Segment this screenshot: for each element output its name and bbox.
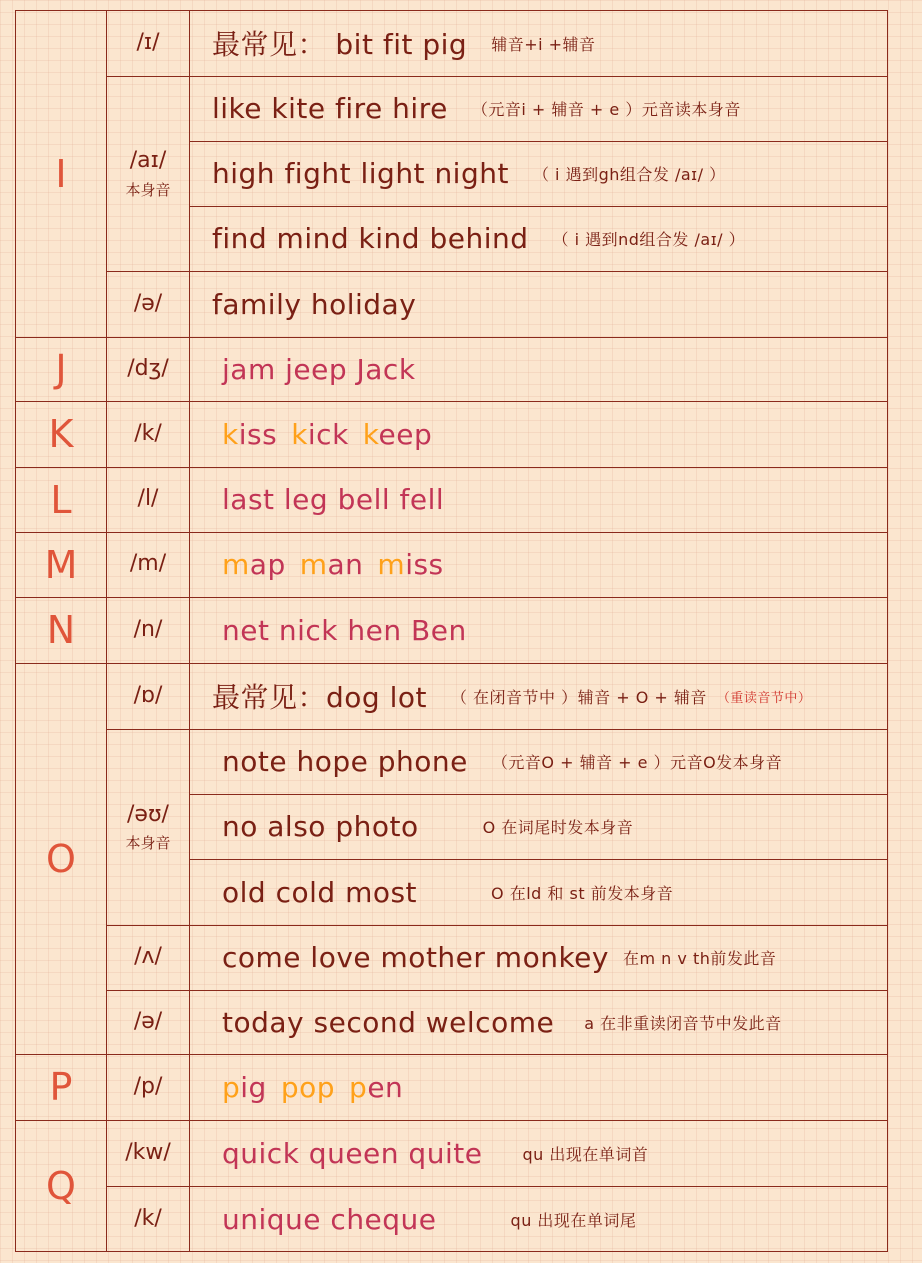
example-words: last leg bell fell	[222, 483, 445, 516]
phonetic-text: /əʊ/	[127, 801, 169, 827]
highlight-letter: p	[280, 1070, 300, 1104]
phonetic-text: /dʒ/	[127, 355, 169, 381]
example-row	[222, 729, 882, 794]
example-words: no also photo	[222, 810, 419, 843]
phonetic-text: /k/	[134, 420, 162, 446]
example-row	[212, 10, 882, 76]
phonetic-symbol	[107, 467, 189, 532]
phonetic-note: 本身音	[125, 834, 171, 853]
highlight-letter: m	[222, 548, 250, 581]
example-words: old cold most	[222, 875, 418, 909]
example-row	[212, 663, 882, 729]
example-word	[291, 418, 349, 451]
rule-note-stress: （重读音节中）	[716, 690, 812, 706]
example-row	[222, 597, 882, 663]
example-word	[363, 418, 432, 451]
column-divider	[189, 10, 190, 1252]
example-words: jam jeep Jack	[222, 352, 416, 386]
example-row	[222, 990, 882, 1054]
example-row	[222, 1186, 882, 1252]
letter-I: I	[55, 151, 67, 196]
word-rest: o	[299, 1070, 317, 1104]
rule-note: qu 出现在单词首	[522, 1144, 649, 1164]
example-words: come love mother monkey	[222, 941, 609, 974]
phonetic-text: /ʌ/	[134, 944, 162, 970]
example-row	[212, 271, 882, 337]
example-word	[222, 418, 277, 451]
word-rest: p	[316, 1070, 336, 1104]
highlight-letter: m	[299, 548, 328, 581]
example-row	[222, 1120, 882, 1186]
letter-Q: Q	[46, 1164, 76, 1208]
example-word	[377, 548, 443, 581]
example-row	[212, 141, 882, 206]
example-row	[222, 401, 882, 467]
example-words: high fight light night	[212, 157, 509, 190]
example-words: find mind kind behind	[212, 222, 529, 255]
example-words: like kite fire hire	[212, 92, 448, 125]
letter-K: K	[48, 412, 74, 456]
word-rest: iss	[238, 417, 278, 451]
example-words: quick queen quite	[222, 1136, 483, 1170]
phonetic-symbol	[107, 271, 189, 337]
example-words: net nick hen Ben	[222, 613, 467, 647]
example-words: today second welcome	[222, 1005, 555, 1039]
rule-note: 辅音+i +辅音	[491, 34, 596, 54]
letter-P: P	[49, 1065, 73, 1109]
example-word	[222, 548, 286, 581]
word-rest: an	[327, 548, 364, 581]
rule-note: 在m n v th前发此音	[622, 949, 777, 968]
phonetic-text: /n/	[133, 616, 163, 642]
rule-note: （ i 遇到nd组合发 /aɪ/ ）	[552, 230, 746, 249]
phonetic-text: /ə/	[133, 290, 163, 316]
highlight-letter: k	[291, 417, 308, 451]
example-words: note hope phone	[222, 745, 468, 778]
word-rest: ick	[307, 417, 349, 451]
rule-note: O 在ld 和 st 前发本身音	[491, 883, 674, 903]
phonetic-symbol	[107, 925, 189, 990]
example-row	[222, 925, 882, 990]
example-word	[281, 1071, 335, 1104]
example-words: unique cheque	[222, 1202, 437, 1236]
example-words: 最常见： bit fit pig	[212, 28, 468, 61]
word-rest: iss	[405, 548, 444, 581]
example-row	[222, 1054, 882, 1120]
phonetic-symbol	[107, 729, 189, 925]
phonetic-symbol	[107, 1054, 189, 1120]
phonetic-symbol	[107, 337, 189, 401]
phonetic-text: /ɪ/	[136, 29, 160, 55]
phonetic-symbol	[107, 1186, 189, 1252]
highlight-letter: p	[349, 1070, 368, 1104]
phonetic-text: /k/	[134, 1205, 162, 1231]
phonetic-symbol	[107, 532, 189, 597]
example-row	[212, 76, 882, 141]
phonetic-symbol	[107, 990, 189, 1054]
highlight-letter: m	[377, 548, 406, 581]
example-word	[349, 1071, 403, 1104]
letter-N: N	[46, 608, 76, 652]
rule-note: O 在词尾时发本身音	[482, 818, 634, 837]
phonetic-note: 本身音	[125, 180, 171, 199]
example-row	[222, 532, 882, 597]
word-rest: ig	[240, 1070, 267, 1104]
word-rest: ap	[249, 548, 286, 581]
highlight-letter: p	[222, 1070, 241, 1104]
example-word	[222, 1071, 267, 1104]
word-rest: en	[367, 1070, 404, 1104]
example-row	[222, 859, 882, 925]
phonetic-text: /ə/	[133, 1008, 163, 1034]
example-row	[212, 206, 882, 271]
phonetic-text: /m/	[129, 551, 167, 577]
rule-note: （ i 遇到gh组合发 /aɪ/ ）	[532, 165, 726, 184]
rule-note: a 在非重读闭音节中发此音	[584, 1013, 782, 1033]
rule-note: qu 出现在单词尾	[510, 1210, 637, 1230]
phonetic-symbol	[107, 401, 189, 467]
highlight-letter: k	[362, 417, 379, 451]
example-words: family holiday	[212, 287, 417, 321]
phonetic-text: /l/	[137, 486, 159, 512]
example-words: 最常见：dog lot	[212, 681, 427, 714]
phonetic-symbol	[107, 10, 189, 76]
phonetic-text: /p/	[133, 1073, 163, 1099]
phonetic-text: /ɒ/	[133, 682, 163, 708]
rule-note: （ 在闭音节中 ）辅音 + O + 辅音	[450, 687, 707, 707]
phonetic-symbol	[107, 1120, 189, 1186]
phonetic-symbol	[107, 76, 189, 271]
example-row	[222, 794, 882, 859]
rule-note: （元音O + 辅音 + e ）元音O发本身音	[491, 753, 783, 772]
example-row	[222, 337, 882, 401]
phonetic-symbol	[107, 597, 189, 663]
letter-O: O	[46, 836, 76, 881]
phonetic-symbol	[107, 663, 189, 729]
rule-note: （元音i + 辅音 + e ）元音读本身音	[471, 100, 741, 119]
letter-J: J	[55, 347, 67, 391]
example-word	[300, 548, 364, 581]
phonetic-text: /kw/	[125, 1139, 171, 1165]
letter-L: L	[50, 477, 72, 522]
example-row	[222, 467, 882, 532]
highlight-letter: k	[222, 417, 239, 451]
letter-M: M	[44, 542, 78, 587]
word-rest: eep	[378, 417, 433, 451]
phonetic-text: /aɪ/	[129, 148, 167, 174]
